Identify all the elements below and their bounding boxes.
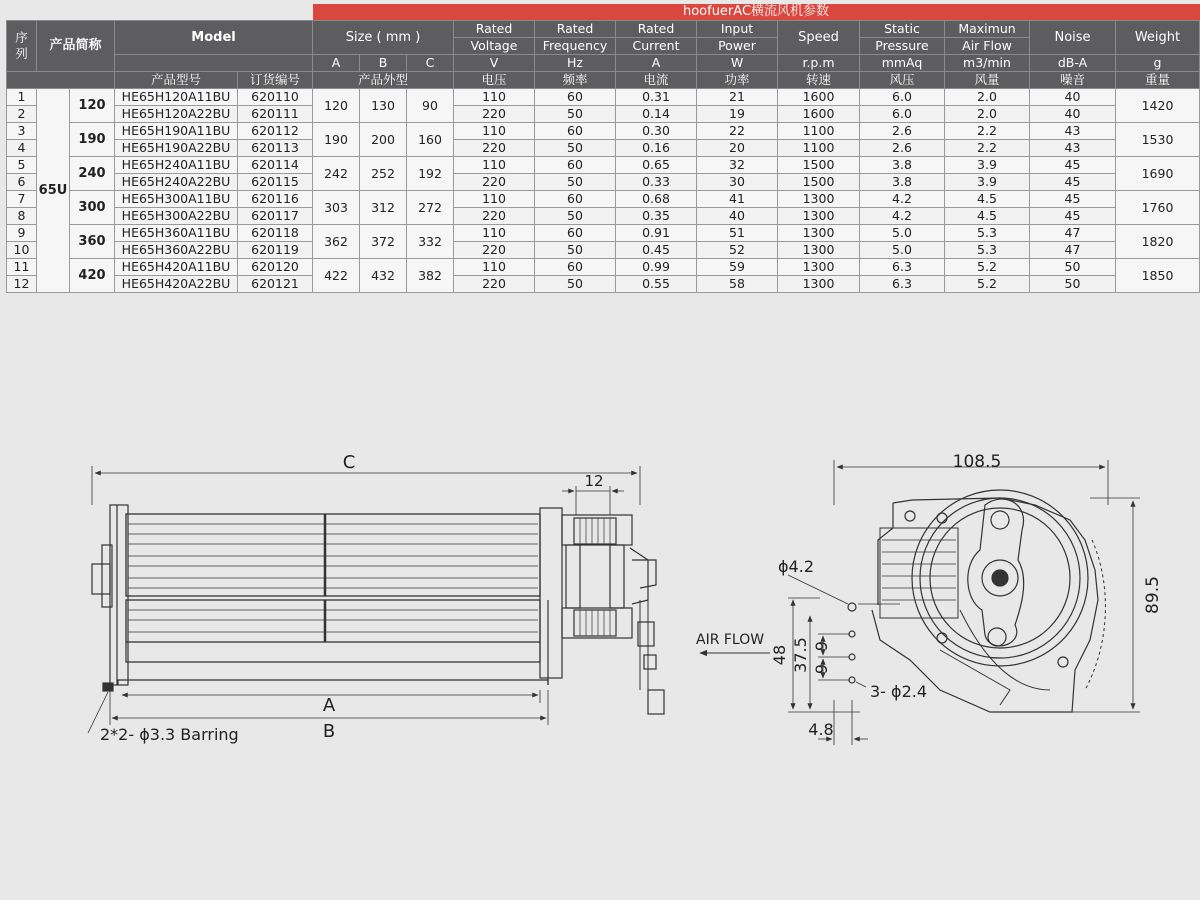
spec-a: 0.14 <box>616 106 697 123</box>
model-number: HE65H120A11BU <box>115 89 238 106</box>
cn-speed: 转速 <box>778 72 860 89</box>
spec-w: 59 <box>697 259 778 276</box>
spec-p: 6.3 <box>860 276 945 293</box>
spec-db: 45 <box>1030 157 1116 174</box>
dim-a-label: A <box>322 695 336 716</box>
spec-p: 4.2 <box>860 208 945 225</box>
header-noise: Noise <box>1030 21 1116 55</box>
spec-db: 50 <box>1030 259 1116 276</box>
header-voltage-2: Voltage <box>454 38 535 55</box>
unit-pressure: mmAq <box>860 55 945 72</box>
spec-v: 220 <box>454 106 535 123</box>
dim-48b-label: 4.8 <box>808 720 834 739</box>
header-size-c: C <box>407 55 454 72</box>
cn-model-no: 产品型号 <box>115 72 238 89</box>
cn-noise: 噪音 <box>1030 72 1116 89</box>
unit-speed: r.p.m <box>778 55 860 72</box>
order-number: 620110 <box>238 89 313 106</box>
dim-48-label: 48 <box>770 644 789 666</box>
spec-p: 3.8 <box>860 157 945 174</box>
spec-a: 0.55 <box>616 276 697 293</box>
row-index: 6 <box>7 174 37 191</box>
spec-q: 5.2 <box>945 259 1030 276</box>
spec-w: 22 <box>697 123 778 140</box>
model-number: HE65H120A22BU <box>115 106 238 123</box>
header-product: 产品简称 <box>37 21 115 72</box>
spec-p: 5.0 <box>860 242 945 259</box>
size-value: 190 <box>313 123 360 157</box>
unit-weight: g <box>1116 55 1200 72</box>
dim-375-label: 37.5 <box>791 637 810 673</box>
header-size-b: B <box>360 55 407 72</box>
spec-rpm: 1300 <box>778 259 860 276</box>
spec-w: 40 <box>697 208 778 225</box>
size-value: 312 <box>360 191 407 225</box>
row-index: 5 <box>7 157 37 174</box>
spec-hz: 50 <box>535 140 616 157</box>
spec-rpm: 1300 <box>778 208 860 225</box>
model-number: HE65H190A11BU <box>115 123 238 140</box>
spec-rpm: 1600 <box>778 106 860 123</box>
spec-v: 110 <box>454 191 535 208</box>
product-size-label: 190 <box>70 123 115 157</box>
header-power: Input <box>697 21 778 38</box>
spec-a: 0.30 <box>616 123 697 140</box>
spec-q: 2.0 <box>945 89 1030 106</box>
size-value: 192 <box>407 157 454 191</box>
spec-a: 0.16 <box>616 140 697 157</box>
header-weight: Weight <box>1116 21 1200 55</box>
unit-frequency: Hz <box>535 55 616 72</box>
spec-w: 19 <box>697 106 778 123</box>
spec-a: 0.68 <box>616 191 697 208</box>
spec-w: 32 <box>697 157 778 174</box>
row-index: 12 <box>7 276 37 293</box>
size-value: 252 <box>360 157 407 191</box>
unit-power: W <box>697 55 778 72</box>
spec-rpm: 1100 <box>778 140 860 157</box>
spec-p: 5.0 <box>860 225 945 242</box>
weight-value: 1690 <box>1116 157 1200 191</box>
dim-9b-label: 9 <box>812 663 831 675</box>
barring-label: 2*2- ϕ3.3 Barring <box>100 725 239 744</box>
product-size-label: 360 <box>70 225 115 259</box>
spec-rpm: 1500 <box>778 157 860 174</box>
row-index: 1 <box>7 89 37 106</box>
order-number: 620113 <box>238 140 313 157</box>
dim-12-label: 12 <box>584 472 604 490</box>
spec-rpm: 1300 <box>778 276 860 293</box>
dim-b-label: B <box>322 721 336 742</box>
spec-hz: 60 <box>535 89 616 106</box>
row-index: 11 <box>7 259 37 276</box>
header-speed: Speed <box>778 21 860 55</box>
spec-hz: 50 <box>535 276 616 293</box>
spec-w: 52 <box>697 242 778 259</box>
spec-q: 2.0 <box>945 106 1030 123</box>
air-flow-label: AIR FLOW <box>696 632 765 648</box>
size-value: 242 <box>313 157 360 191</box>
header-model: Model <box>115 21 313 55</box>
header-power-2: Power <box>697 38 778 55</box>
spec-q: 5.3 <box>945 225 1030 242</box>
spec-v: 220 <box>454 242 535 259</box>
dim-89-label: 89.5 <box>1143 576 1163 614</box>
cn-voltage: 电压 <box>454 72 535 89</box>
order-number: 620120 <box>238 259 313 276</box>
group-label: 65U <box>37 89 70 293</box>
size-value: 372 <box>360 225 407 259</box>
spec-q: 2.2 <box>945 140 1030 157</box>
spec-a: 0.65 <box>616 157 697 174</box>
spec-db: 50 <box>1030 276 1116 293</box>
spec-w: 30 <box>697 174 778 191</box>
spec-p: 4.2 <box>860 191 945 208</box>
model-number: HE65H240A22BU <box>115 174 238 191</box>
spec-rpm: 1300 <box>778 191 860 208</box>
blower-end-view <box>700 460 1140 745</box>
spec-q: 3.9 <box>945 174 1030 191</box>
spec-db: 40 <box>1030 89 1116 106</box>
size-value: 90 <box>407 89 454 123</box>
order-number: 620112 <box>238 123 313 140</box>
order-number: 620111 <box>238 106 313 123</box>
model-number: HE65H300A22BU <box>115 208 238 225</box>
spec-hz: 60 <box>535 259 616 276</box>
cn-pressure: 风压 <box>860 72 945 89</box>
header-frequency: Rated <box>535 21 616 38</box>
row-index: 10 <box>7 242 37 259</box>
spec-q: 5.2 <box>945 276 1030 293</box>
unit-airflow: m3/min <box>945 55 1030 72</box>
dim-108-label: 108.5 <box>952 452 1002 472</box>
dim-9a-label: 9 <box>812 640 831 652</box>
spec-v: 220 <box>454 174 535 191</box>
order-number: 620119 <box>238 242 313 259</box>
size-value: 432 <box>360 259 407 293</box>
header-airflow-2: Air Flow <box>945 38 1030 55</box>
unit-noise: dB-A <box>1030 55 1116 72</box>
spec-hz: 50 <box>535 242 616 259</box>
spec-p: 3.8 <box>860 174 945 191</box>
spec-db: 40 <box>1030 106 1116 123</box>
spec-q: 4.5 <box>945 191 1030 208</box>
spec-a: 0.31 <box>616 89 697 106</box>
cn-power: 功率 <box>697 72 778 89</box>
cn-frequency: 频率 <box>535 72 616 89</box>
order-number: 620116 <box>238 191 313 208</box>
spec-hz: 60 <box>535 191 616 208</box>
order-number: 620114 <box>238 157 313 174</box>
spec-v: 220 <box>454 140 535 157</box>
spec-q: 4.5 <box>945 208 1030 225</box>
cn-current: 电流 <box>616 72 697 89</box>
header-pressure-2: Pressure <box>860 38 945 55</box>
hole-42-label: ϕ4.2 <box>778 557 814 576</box>
spec-q: 5.3 <box>945 242 1030 259</box>
spec-q: 2.2 <box>945 123 1030 140</box>
spec-hz: 60 <box>535 225 616 242</box>
size-value: 130 <box>360 89 407 123</box>
spec-w: 20 <box>697 140 778 157</box>
model-number: HE65H300A11BU <box>115 191 238 208</box>
model-number: HE65H190A22BU <box>115 140 238 157</box>
header-pressure: Static <box>860 21 945 38</box>
spec-v: 110 <box>454 259 535 276</box>
spec-rpm: 1100 <box>778 123 860 140</box>
spec-rpm: 1300 <box>778 225 860 242</box>
spec-q: 3.9 <box>945 157 1030 174</box>
spec-w: 51 <box>697 225 778 242</box>
spec-p: 6.0 <box>860 106 945 123</box>
spec-a: 0.99 <box>616 259 697 276</box>
row-index: 2 <box>7 106 37 123</box>
product-size-label: 120 <box>70 89 115 123</box>
spec-db: 45 <box>1030 191 1116 208</box>
dim-c-label: C <box>342 452 356 473</box>
spec-a: 0.45 <box>616 242 697 259</box>
spec-p: 6.3 <box>860 259 945 276</box>
unit-voltage: V <box>454 55 535 72</box>
spec-a: 0.33 <box>616 174 697 191</box>
size-value: 160 <box>407 123 454 157</box>
table-banner: hoofuerAC横流风机参数 <box>313 4 1200 21</box>
header-current-2: Current <box>616 38 697 55</box>
size-value: 303 <box>313 191 360 225</box>
spec-v: 110 <box>454 123 535 140</box>
row-index: 4 <box>7 140 37 157</box>
header-size-a: A <box>313 55 360 72</box>
size-value: 362 <box>313 225 360 259</box>
spec-p: 2.6 <box>860 123 945 140</box>
row-index: 3 <box>7 123 37 140</box>
spec-v: 220 <box>454 208 535 225</box>
spec-db: 47 <box>1030 242 1116 259</box>
spec-v: 110 <box>454 157 535 174</box>
spec-w: 21 <box>697 89 778 106</box>
spec-hz: 60 <box>535 157 616 174</box>
model-number: HE65H240A11BU <box>115 157 238 174</box>
spec-hz: 60 <box>535 123 616 140</box>
weight-value: 1760 <box>1116 191 1200 225</box>
cn-airflow: 风量 <box>945 72 1030 89</box>
model-number: HE65H360A22BU <box>115 242 238 259</box>
header-airflow: Maximun <box>945 21 1030 38</box>
weight-value: 1820 <box>1116 225 1200 259</box>
order-number: 620117 <box>238 208 313 225</box>
spec-p: 2.6 <box>860 140 945 157</box>
row-index: 9 <box>7 225 37 242</box>
order-number: 620121 <box>238 276 313 293</box>
row-index: 7 <box>7 191 37 208</box>
spec-db: 43 <box>1030 140 1116 157</box>
product-size-label: 240 <box>70 157 115 191</box>
spec-a: 0.35 <box>616 208 697 225</box>
spec-w: 41 <box>697 191 778 208</box>
weight-value: 1530 <box>1116 123 1200 157</box>
spec-db: 45 <box>1030 174 1116 191</box>
cn-weight: 重量 <box>1116 72 1200 89</box>
spec-db: 45 <box>1030 208 1116 225</box>
size-value: 200 <box>360 123 407 157</box>
weight-value: 1420 <box>1116 89 1200 123</box>
header-index: 序 列 <box>7 21 37 72</box>
spec-w: 58 <box>697 276 778 293</box>
spec-db: 47 <box>1030 225 1116 242</box>
cn-shape: 产品外型 <box>313 72 454 89</box>
order-number: 620118 <box>238 225 313 242</box>
row-index: 8 <box>7 208 37 225</box>
spec-v: 110 <box>454 225 535 242</box>
spec-hz: 50 <box>535 106 616 123</box>
spec-v: 110 <box>454 89 535 106</box>
blower-side-view <box>88 466 664 733</box>
unit-current: A <box>616 55 697 72</box>
holes-24-label: 3- ϕ2.4 <box>870 682 928 701</box>
cn-order-no: 订货编号 <box>238 72 313 89</box>
model-number: HE65H420A11BU <box>115 259 238 276</box>
spec-a: 0.91 <box>616 225 697 242</box>
spec-hz: 50 <box>535 174 616 191</box>
model-number: HE65H420A22BU <box>115 276 238 293</box>
product-size-label: 420 <box>70 259 115 293</box>
spec-db: 43 <box>1030 123 1116 140</box>
spec-v: 220 <box>454 276 535 293</box>
size-value: 422 <box>313 259 360 293</box>
header-frequency-2: Frequency <box>535 38 616 55</box>
model-number: HE65H360A11BU <box>115 225 238 242</box>
size-value: 382 <box>407 259 454 293</box>
spec-p: 6.0 <box>860 89 945 106</box>
order-number: 620115 <box>238 174 313 191</box>
header-size: Size ( mm ) <box>313 21 454 55</box>
size-value: 120 <box>313 89 360 123</box>
spec-rpm: 1600 <box>778 89 860 106</box>
spec-hz: 50 <box>535 208 616 225</box>
spec-rpm: 1500 <box>778 174 860 191</box>
size-value: 272 <box>407 191 454 225</box>
header-current: Rated <box>616 21 697 38</box>
weight-value: 1850 <box>1116 259 1200 293</box>
spec-rpm: 1300 <box>778 242 860 259</box>
product-size-label: 300 <box>70 191 115 225</box>
size-value: 332 <box>407 225 454 259</box>
header-voltage: Rated <box>454 21 535 38</box>
